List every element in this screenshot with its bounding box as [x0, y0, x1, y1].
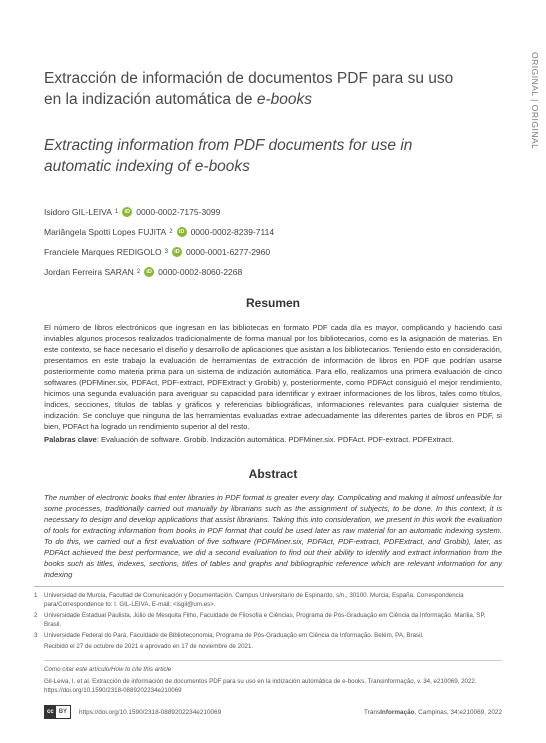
orcid-id[interactable]: 0000-0002-7175-3099	[136, 207, 221, 217]
resumen-heading: Resumen	[245, 296, 301, 310]
orcid-icon[interactable]: iD	[144, 267, 154, 277]
keywords-label: Palabras clave	[44, 435, 97, 444]
orcid-id[interactable]: 0000-0002-8239-7114	[190, 227, 275, 237]
author-entry	[44, 222, 504, 242]
author-name: Franciele Marques REDIGOLO	[44, 247, 162, 257]
citation-text[interactable]: Gil-Leiva, I. et al. Extracción de información de documentos PDF para su uso en la indización automática de e-books. Transinformação, v. 34, e210069, 2022. https://doi.org/10.1590/2318-0889202234e210069	[44, 678, 477, 694]
author-name: Isidoro GIL-LEIVA	[44, 207, 112, 217]
title-spanish-main: Extracción de información de documentos PDF para su uso en la indización automática de	[44, 70, 454, 108]
author-entry	[44, 242, 504, 262]
footnote-text: Universidad de Murcia, Facultad de Comunicación y Documentación. Campus Universitario de Espinardo, s/n., 30100. Murcia, España. Correspondencia para/Correspondence to: I. GIL-LEIVA. E-mail: <isgil@um.es>.	[44, 592, 464, 608]
footnote-number: 3	[34, 632, 38, 639]
author-entry	[44, 202, 504, 222]
resumen-section	[44, 322, 502, 445]
orcid-id[interactable]: 0000-0001-6277-2960	[185, 247, 271, 257]
orcid-icon[interactable]: iD	[177, 227, 187, 237]
cc-label: cc	[45, 706, 56, 718]
keywords-text: : Evaluación de software. Grobib. Indización automática. PDFMiner.six. PDFAct. PDF-extract. PDFExtract.	[96, 435, 454, 444]
orcid-icon[interactable]: iD	[172, 247, 182, 257]
journal-name-bold: Informação	[380, 708, 415, 716]
resumen-body: El número de libros electrónicos que ingresan en las bibliotecas en formato PDF cada día es mayor, complicando y haciendo casi inviables algunos procesos realizados tradicionalmente de forma manual por los bibliotecarios, como es la asignación de materias. En este contexto, se hace necesario el diseño y desarrollo de aplicaciones que asistan a los bibliotecarios. Teniendo esto en consideración, presentamos en este trabajo la evaluación de herramientas de extracción de información de libros en PDF que podrían usarse posteriormente como materia prima para un sistema de indización automática. Para ello, realizamos una primera evaluación de cinco softwares (PDFMiner.six, PDFAct, PDF-extract, PDFExtract y Grobib) y, posteriormente, como PDFAct consiguió el mejor rendimiento, hicimos una segunda evaluación para averiguar su capacidad para identificar y extraer informaciones de los libros, tales como títulos, índices, secciones, títulos de tablas y gráficos y referencias bibliográficas, informaciones relevantes para cualquier sistema de indización. Se concluye que ninguna de las herramientas evaluadas extrae adecuadamente las diferentes partes de libros en PDF, si bien, PDFAct ha logrado un rendimiento superior al del resto.	[44, 323, 502, 431]
citation-block	[44, 660, 502, 695]
footnote	[34, 631, 504, 640]
received-dates: Recibido el 27 de octubre de 2021 e aprovado en 17 de noviembre de 2021.	[44, 643, 254, 650]
page-footer	[44, 705, 502, 719]
footnote	[34, 611, 504, 629]
journal-prefix: Trans	[364, 708, 381, 716]
author-affiliation-mark: 2	[136, 269, 141, 275]
citation-label: Como citar este artículo/How to cite this article	[44, 666, 172, 673]
title-english: Extracting information from PDF documents for use in automatic indexing of e-books	[44, 137, 413, 175]
by-label: BY	[58, 709, 68, 715]
article-type-label: ORIGINAL | ORIGINAL	[530, 52, 540, 150]
journal-info	[364, 709, 502, 716]
author-entry	[44, 262, 504, 282]
author-affiliation-mark: 1	[114, 209, 119, 215]
author-name: Mariângela Spotti Lopes FUJITA	[44, 227, 167, 237]
keywords	[44, 434, 502, 445]
footnote	[34, 591, 504, 609]
footnote-number: 1	[34, 592, 38, 599]
orcid-icon[interactable]: iD	[122, 207, 132, 217]
abstract-heading: Abstract	[248, 467, 298, 481]
title-spanish	[44, 68, 464, 110]
title-spanish-italic: e-books	[256, 91, 312, 108]
author-affiliation-mark: 3	[164, 249, 168, 255]
abstract-body: The number of electronic books that enter libraries in PDF format is greater every day. Complicating and making it almost unfeasible for some processes, traditionally carried out manually by librarians such as the assignment of subjects, to be done. In this context, it is necessary to design and develop applications that assist librarians. Taking this into consideration, we present in this work the evaluation of tools for extracting information from books in PDF format that could be used later as raw material for an automatic indexing system. To do this, we carried out a first evaluation of five software (PDFMiner.six, PDFAct, PDF-extract, PDFExtract, and Grobib), later, as PDFAct achieved the best performance, we did a second evaluation to find out their ability to identify and extract information from the books such as titles, indexes, sections, titles of tables and graphs and bibliographic reference which are relevant information for any indexing	[44, 493, 502, 579]
cc-license-icon[interactable]	[44, 705, 71, 719]
footnote-text: Universidade Federal do Pará, Faculdade de Biblioteconomia, Programa de Pós-Graduação em Ciência da Informação. Belém, PA, Brasil.	[44, 632, 424, 639]
footnotes	[34, 586, 504, 651]
author-affiliation-mark: 2	[169, 229, 173, 235]
footnote-number: 2	[34, 612, 38, 619]
orcid-id[interactable]: 0000-0002-8060-2268	[158, 267, 243, 277]
doi-link[interactable]: https://doi.org/10.1590/2318-0889202234e210069	[79, 708, 222, 716]
journal-rest: , Campinas, 34:e210069, 2022	[414, 708, 502, 716]
footnote-text: Universidade Estadual Paulista, Júlio de Mesquita Filho, Faculdade de Filosofia e Ciências, Programa de Pós-Graduação em Ciência da Informação. Marília, SP, Brasil.	[44, 612, 486, 628]
author-list	[44, 202, 504, 282]
author-name: Jordan Ferreira SARAN	[44, 267, 134, 277]
